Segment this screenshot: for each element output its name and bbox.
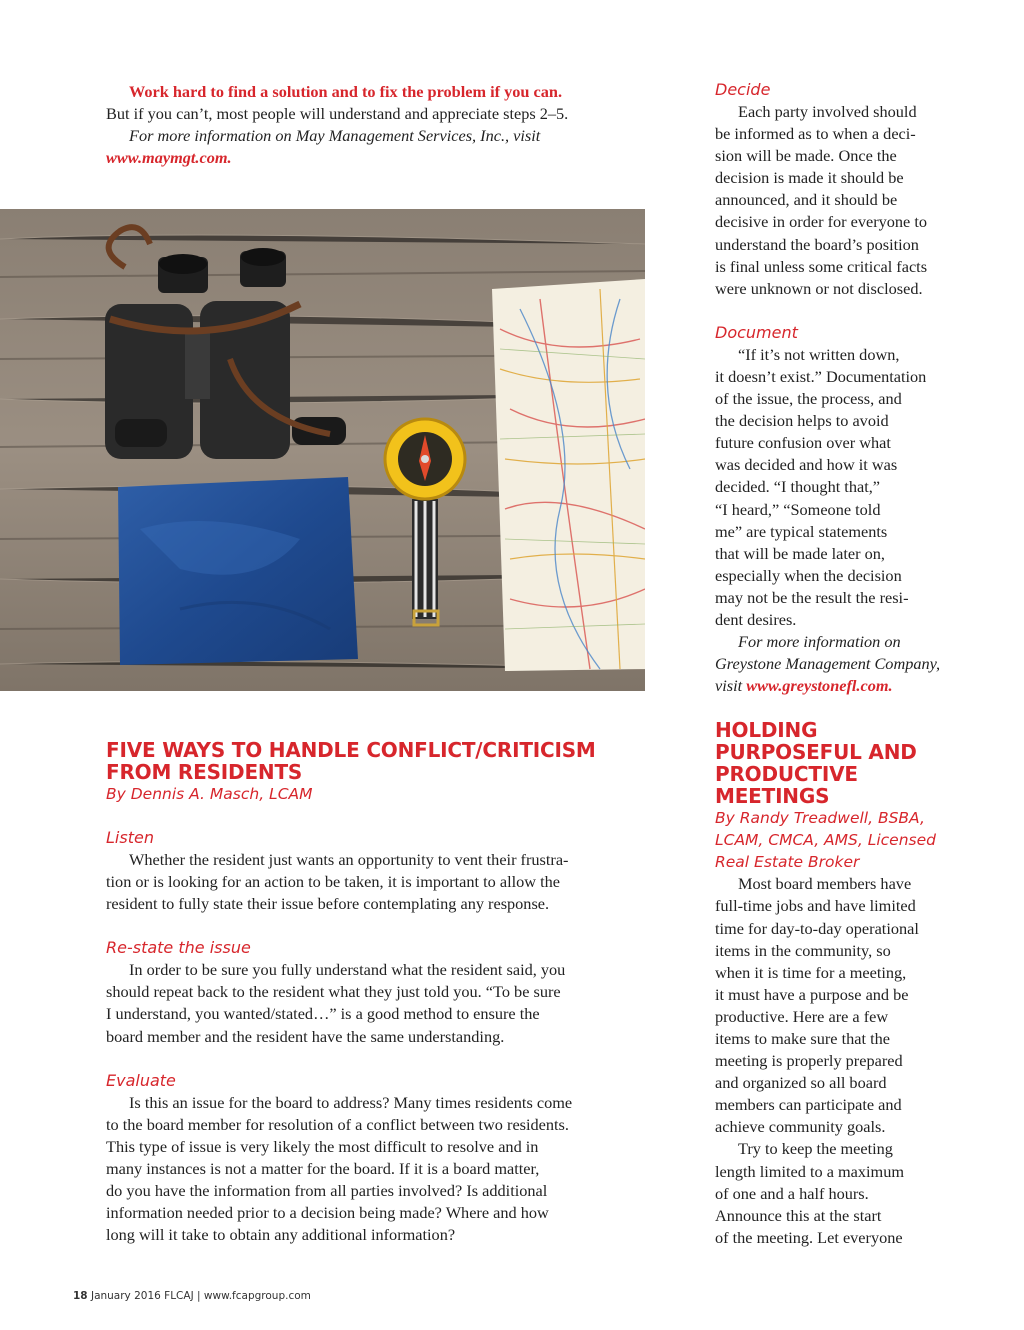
- meetings-byline: Real Estate Broker: [715, 853, 860, 872]
- conflict-article-byline: By Dennis A. Masch, LCAM: [106, 785, 313, 803]
- meetings-line: length limited to a maximum: [715, 1161, 905, 1181]
- document-line: was decided and how it was: [715, 455, 898, 475]
- listen-line: Whether the resident just wants an opportunity to vent their frustra-: [129, 850, 569, 869]
- evaluate-line: Is this an issue for the board to address? Many times residents come: [129, 1092, 573, 1112]
- greystone-info-line: For more information on: [738, 632, 901, 652]
- section-heading-evaluate: Evaluate: [106, 1070, 176, 1090]
- visit-text: visit: [715, 676, 743, 696]
- decide-line: sion will be made. Once the: [715, 146, 897, 166]
- evaluate-line: many instances is not a matter for the board. If it is a board matter,: [106, 1158, 540, 1178]
- maymgt-link[interactable]: www.maymgt.com.: [106, 148, 232, 168]
- section-heading-restate: Re-state the issue: [106, 938, 251, 958]
- map-image: [492, 279, 645, 671]
- meetings-line: Most board members have: [738, 874, 912, 894]
- decide-line: decisive in order for everyone to: [715, 212, 928, 232]
- meetings-line: of the meeting. Let everyone: [715, 1227, 903, 1247]
- section-heading-document: Document: [715, 322, 798, 342]
- meetings-title-line: HOLDING: [715, 718, 818, 743]
- document-line: me” are typical statements: [715, 521, 888, 541]
- evaluate-line: to the board member for resolution of a conflict between two residents.: [106, 1114, 569, 1134]
- follow-sentence: But if you can’t, most people will understand and appreciate steps 2–5.: [106, 104, 569, 124]
- meetings-title-line: PURPOSEFUL AND: [715, 740, 917, 765]
- document-line: that will be made later on,: [715, 543, 885, 563]
- meetings-line: members can participate and: [715, 1095, 902, 1115]
- document-line: it doesn’t exist.” Documentation: [715, 366, 927, 386]
- page-footer: [73, 1290, 311, 1302]
- restate-line: board member and the resident have the same understanding.: [106, 1026, 505, 1046]
- decide-line: decision is made it should be: [715, 168, 904, 188]
- evaluate-line: information needed prior to a decision being made? Where and how: [106, 1203, 549, 1223]
- conflict-article: [106, 739, 651, 1246]
- meetings-line: items in the community, so: [715, 940, 891, 960]
- evaluate-line: long will it take to obtain any additional information?: [106, 1225, 456, 1245]
- meetings-line: and organized so all board: [715, 1073, 887, 1093]
- decide-line: Each party involved should: [738, 102, 917, 121]
- restate-line: In order to be sure you fully understand what the resident said, you: [129, 960, 566, 980]
- evaluate-line: do you have the information from all parties involved? Is additional: [106, 1181, 548, 1201]
- document-line: “If it’s not written down,: [738, 344, 900, 364]
- evaluate-line: This type of issue is very likely the most difficult to resolve and in: [106, 1136, 539, 1156]
- meetings-line: it must have a purpose and be: [715, 984, 909, 1004]
- lead-sentence: Work hard to find a solution and to fix the problem if you can.: [129, 82, 563, 101]
- document-line: especially when the decision: [715, 565, 902, 585]
- footer-separator: |: [197, 1290, 201, 1302]
- document-line: future confusion over what: [715, 433, 891, 453]
- meetings-title-line: MEETINGS: [715, 784, 830, 809]
- more-info-text: For more information on May Management Services, Inc., visit: [129, 126, 541, 146]
- restate-line: should repeat back to the resident what they just told you. “To be sure: [106, 982, 561, 1002]
- document-line: the decision helps to avoid: [715, 411, 889, 431]
- footer-website-link[interactable]: www.fcapgroup.com: [203, 1290, 311, 1302]
- conflict-article-title: FIVE WAYS TO HANDLE CONFLICT/CRITICISM FROM RESIDENTS: [106, 738, 596, 784]
- decide-line: understand the board’s position: [715, 234, 919, 254]
- greystone-link[interactable]: www.greystonefl.com.: [746, 676, 893, 696]
- decide-line: were unknown or not disclosed.: [715, 278, 923, 298]
- meetings-byline: By Randy Treadwell, BSBA,: [715, 809, 925, 828]
- meetings-line: of one and a half hours.: [715, 1183, 869, 1203]
- issue-label: January 2016 FLCAJ: [90, 1290, 194, 1302]
- decide-line: is final unless some critical facts: [715, 256, 928, 276]
- decide-line: be informed as to when a deci-: [715, 124, 916, 144]
- meetings-title-line: PRODUCTIVE: [715, 762, 858, 787]
- restate-line: I understand, you wanted/stated…” is a good method to ensure the: [106, 1004, 540, 1024]
- meetings-line: meeting is properly prepared: [715, 1051, 903, 1071]
- page-number: 18: [73, 1290, 88, 1302]
- top-continuation: [106, 81, 651, 169]
- meetings-line: time for day-to-day operational: [715, 918, 919, 938]
- greystone-info-line: Greystone Management Company,: [715, 654, 941, 674]
- section-heading-listen: Listen: [106, 828, 154, 847]
- meetings-line: items to make sure that the: [715, 1029, 890, 1048]
- meetings-line: productive. Here are a few: [715, 1006, 889, 1026]
- listen-line: resident to fully state their issue before contemplating any response.: [106, 894, 550, 914]
- decide-line: announced, and it should be: [715, 190, 898, 210]
- document-line: may not be the result the resi-: [715, 587, 909, 607]
- binoculars-compass-map-photo: [0, 209, 645, 691]
- photo-illustration: [0, 209, 645, 691]
- meetings-byline: LCAM, CMCA, AMS, Licensed: [715, 831, 936, 850]
- document-line: dent desires.: [715, 609, 797, 629]
- right-column: [715, 79, 960, 1249]
- meetings-line: when it is time for a meeting,: [715, 962, 907, 982]
- notebook-image: [118, 477, 358, 665]
- meetings-line: Try to keep the meeting: [738, 1139, 893, 1159]
- meetings-line: achieve community goals.: [715, 1117, 886, 1137]
- document-line: “I heard,” “Someone told: [715, 499, 881, 519]
- document-line: of the issue, the process, and: [715, 389, 902, 409]
- meetings-line: full-time jobs and have limited: [715, 896, 916, 916]
- listen-line: tion or is looking for an action to be taken, it is important to allow the: [106, 872, 560, 892]
- meetings-line: Announce this at the start: [715, 1205, 882, 1225]
- document-line: decided. “I thought that,”: [715, 477, 881, 497]
- section-heading-decide: Decide: [715, 80, 771, 99]
